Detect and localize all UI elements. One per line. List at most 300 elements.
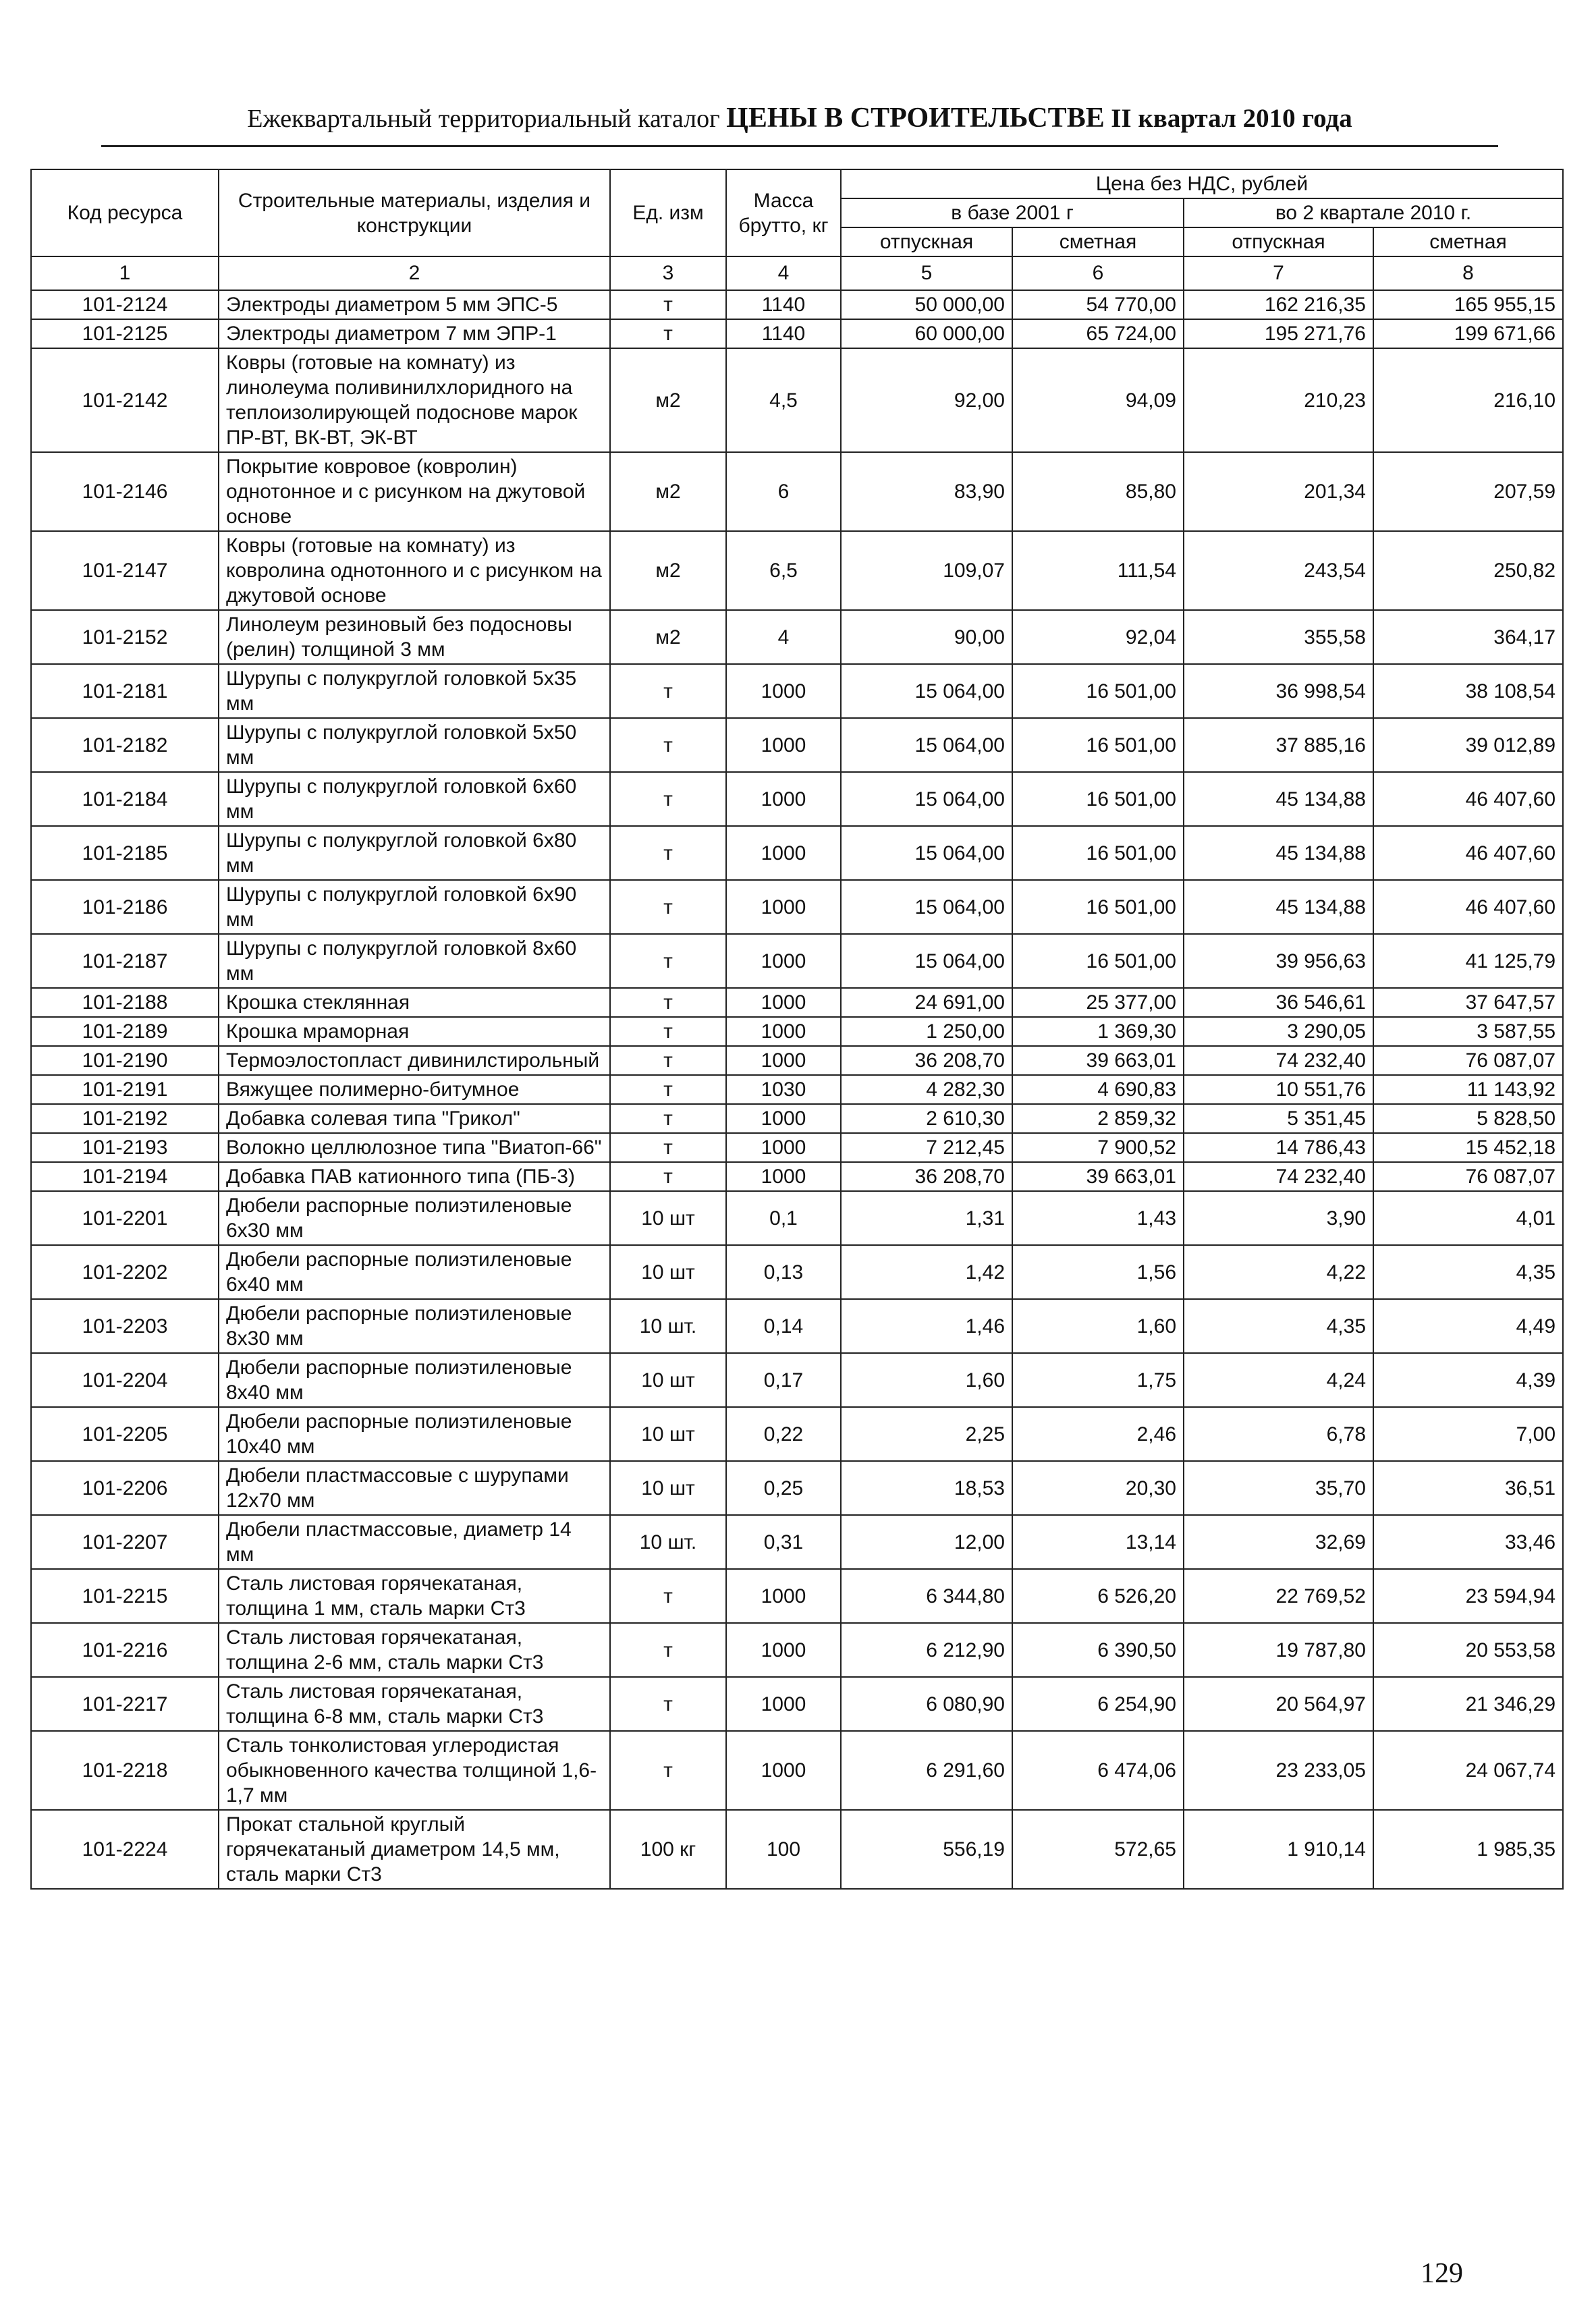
resource-code: 101-2125 [31, 319, 219, 348]
resource-code: 101-2207 [31, 1515, 219, 1569]
material-name: Добавка ПАВ катионного типа (ПБ-3) [219, 1162, 610, 1191]
catalog-quarter: II квартал 2010 года [1111, 104, 1352, 133]
table-row [31, 290, 1563, 319]
price-est-base: 1,60 [1012, 1299, 1184, 1353]
unit-cell: т [610, 1104, 726, 1133]
price-sale-base: 4 282,30 [841, 1075, 1012, 1104]
resource-code: 101-2152 [31, 610, 219, 664]
mass-cell: 1000 [726, 772, 841, 826]
price-sale-base: 6 291,60 [841, 1731, 1012, 1810]
price-est-current: 39 012,89 [1373, 718, 1563, 772]
resource-code: 101-2146 [31, 452, 219, 531]
price-est-base: 92,04 [1012, 610, 1184, 664]
table-row [31, 1245, 1563, 1299]
table-row [31, 772, 1563, 826]
table-row [31, 826, 1563, 880]
price-est-current: 38 108,54 [1373, 664, 1563, 718]
price-sale-current: 20 564,97 [1184, 1677, 1373, 1731]
unit-cell: 10 шт [610, 1461, 726, 1515]
price-est-current: 76 087,07 [1373, 1162, 1563, 1191]
price-sale-base: 1,31 [841, 1191, 1012, 1245]
unit-cell: т [610, 1017, 726, 1046]
price-sale-base: 2 610,30 [841, 1104, 1012, 1133]
price-est-base: 572,65 [1012, 1810, 1184, 1889]
price-est-current: 216,10 [1373, 348, 1563, 452]
mass-cell: 1140 [726, 319, 841, 348]
table-row [31, 988, 1563, 1017]
price-sale-current: 35,70 [1184, 1461, 1373, 1515]
price-est-base: 16 501,00 [1012, 664, 1184, 718]
material-name: Сталь листовая горячекатаная, толщина 6-8 мм, сталь марки Ст3 [219, 1677, 610, 1731]
mass-cell: 0,1 [726, 1191, 841, 1245]
unit-cell: т [610, 718, 726, 772]
table-row [31, 1104, 1563, 1133]
mass-cell: 1000 [726, 1046, 841, 1075]
table-row [31, 1677, 1563, 1731]
price-sale-current: 74 232,40 [1184, 1162, 1373, 1191]
resource-code: 101-2205 [31, 1407, 219, 1461]
unit-cell: т [610, 1731, 726, 1810]
price-sale-current: 162 216,35 [1184, 290, 1373, 319]
price-sale-base: 6 344,80 [841, 1569, 1012, 1623]
price-est-base: 13,14 [1012, 1515, 1184, 1569]
price-est-base: 1,75 [1012, 1353, 1184, 1407]
price-sale-base: 6 080,90 [841, 1677, 1012, 1731]
table-row [31, 664, 1563, 718]
price-table [30, 169, 1564, 1890]
mass-cell: 1000 [726, 826, 841, 880]
price-sale-base: 15 064,00 [841, 934, 1012, 988]
price-est-base: 94,09 [1012, 348, 1184, 452]
price-est-current: 36,51 [1373, 1461, 1563, 1515]
mass-cell: 1000 [726, 880, 841, 934]
material-name: Шурупы с полукруглой головкой 6х60 мм [219, 772, 610, 826]
col-header-est-base: сметная [1012, 227, 1184, 256]
price-sale-base: 1,42 [841, 1245, 1012, 1299]
material-name: Дюбели пластмассовые, диаметр 14 мм [219, 1515, 610, 1569]
price-est-current: 4,01 [1373, 1191, 1563, 1245]
unit-cell: т [610, 290, 726, 319]
price-sale-current: 45 134,88 [1184, 772, 1373, 826]
unit-cell: т [610, 319, 726, 348]
col-header-name: Строительные материалы, изделия и конструкции [219, 169, 610, 256]
unit-cell: т [610, 1162, 726, 1191]
price-est-current: 4,35 [1373, 1245, 1563, 1299]
material-name: Вяжущее полимерно-битумное [219, 1075, 610, 1104]
price-est-base: 2 859,32 [1012, 1104, 1184, 1133]
mass-cell: 1000 [726, 1133, 841, 1162]
unit-cell: т [610, 1623, 726, 1677]
resource-code: 101-2202 [31, 1245, 219, 1299]
material-name: Шурупы с полукруглой головкой 6х90 мм [219, 880, 610, 934]
unit-cell: т [610, 772, 726, 826]
table-row [31, 1623, 1563, 1677]
price-sale-current: 195 271,76 [1184, 319, 1373, 348]
price-est-base: 20,30 [1012, 1461, 1184, 1515]
price-sale-current: 37 885,16 [1184, 718, 1373, 772]
price-est-current: 11 143,92 [1373, 1075, 1563, 1104]
price-est-current: 24 067,74 [1373, 1731, 1563, 1810]
price-est-base: 6 526,20 [1012, 1569, 1184, 1623]
mass-cell: 6,5 [726, 531, 841, 610]
resource-code: 101-2215 [31, 1569, 219, 1623]
mass-cell: 6 [726, 452, 841, 531]
resource-code: 101-2187 [31, 934, 219, 988]
mass-cell: 1000 [726, 1017, 841, 1046]
table-row [31, 1162, 1563, 1191]
table-row [31, 1407, 1563, 1461]
price-sale-base: 92,00 [841, 348, 1012, 452]
price-sale-current: 5 351,45 [1184, 1104, 1373, 1133]
price-sale-current: 45 134,88 [1184, 880, 1373, 934]
unit-cell: т [610, 1677, 726, 1731]
price-est-base: 111,54 [1012, 531, 1184, 610]
resource-code: 101-2186 [31, 880, 219, 934]
material-name: Шурупы с полукруглой головкой 6х80 мм [219, 826, 610, 880]
price-est-base: 16 501,00 [1012, 934, 1184, 988]
unit-cell: т [610, 826, 726, 880]
resource-code: 101-2185 [31, 826, 219, 880]
col-header-code: Код ресурса [31, 169, 219, 256]
price-est-current: 165 955,15 [1373, 290, 1563, 319]
material-name: Дюбели распорные полиэтиленовые 6х30 мм [219, 1191, 610, 1245]
price-est-current: 207,59 [1373, 452, 1563, 531]
resource-code: 101-2206 [31, 1461, 219, 1515]
mass-cell: 1000 [726, 1731, 841, 1810]
price-sale-base: 36 208,70 [841, 1162, 1012, 1191]
table-row [31, 1299, 1563, 1353]
table-row [31, 1191, 1563, 1245]
unit-cell: м2 [610, 610, 726, 664]
resource-code: 101-2142 [31, 348, 219, 452]
price-sale-current: 243,54 [1184, 531, 1373, 610]
material-name: Электроды диаметром 7 мм ЭПР-1 [219, 319, 610, 348]
material-name: Сталь тонколистовая углеродистая обыкновенного качества толщиной 1,6-1,7 мм [219, 1731, 610, 1810]
price-est-current: 23 594,94 [1373, 1569, 1563, 1623]
price-est-current: 3 587,55 [1373, 1017, 1563, 1046]
table-row [31, 1810, 1563, 1889]
material-name: Ковры (готовые на комнату) из ковролина однотонного и с рисунком на джутовой основе [219, 531, 610, 610]
price-est-current: 41 125,79 [1373, 934, 1563, 988]
price-est-current: 364,17 [1373, 610, 1563, 664]
price-est-current: 33,46 [1373, 1515, 1563, 1569]
price-sale-current: 36 998,54 [1184, 664, 1373, 718]
unit-cell: т [610, 934, 726, 988]
price-est-base: 39 663,01 [1012, 1162, 1184, 1191]
column-number: 1 [31, 256, 219, 290]
price-est-base: 1 369,30 [1012, 1017, 1184, 1046]
mass-cell: 1000 [726, 1677, 841, 1731]
price-sale-base: 15 064,00 [841, 826, 1012, 880]
price-est-current: 7,00 [1373, 1407, 1563, 1461]
material-name: Ковры (готовые на комнату) из линолеума поливинилхлоридного на теплоизолирующей подоснове марок ПР-ВТ, ВК-ВТ, ЭК-ВТ [219, 348, 610, 452]
price-sale-current: 355,58 [1184, 610, 1373, 664]
price-sale-current: 4,24 [1184, 1353, 1373, 1407]
price-sale-base: 18,53 [841, 1461, 1012, 1515]
price-est-base: 65 724,00 [1012, 319, 1184, 348]
price-est-base: 4 690,83 [1012, 1075, 1184, 1104]
price-est-current: 37 647,57 [1373, 988, 1563, 1017]
price-est-current: 21 346,29 [1373, 1677, 1563, 1731]
price-sale-base: 60 000,00 [841, 319, 1012, 348]
unit-cell: т [610, 1133, 726, 1162]
price-sale-base: 12,00 [841, 1515, 1012, 1569]
price-est-current: 199 671,66 [1373, 319, 1563, 348]
unit-cell: т [610, 988, 726, 1017]
price-sale-base: 1 250,00 [841, 1017, 1012, 1046]
price-sale-base: 109,07 [841, 531, 1012, 610]
table-row [31, 319, 1563, 348]
material-name: Дюбели распорные полиэтиленовые 6х40 мм [219, 1245, 610, 1299]
col-header-base: в базе 2001 г [841, 198, 1184, 227]
mass-cell: 0,31 [726, 1515, 841, 1569]
mass-cell: 1000 [726, 1104, 841, 1133]
unit-cell: м2 [610, 348, 726, 452]
material-name: Сталь листовая горячекатаная, толщина 1 мм, сталь марки Ст3 [219, 1569, 610, 1623]
mass-cell: 1030 [726, 1075, 841, 1104]
price-sale-current: 22 769,52 [1184, 1569, 1373, 1623]
col-header-sale-current: отпускная [1184, 227, 1373, 256]
table-row [31, 1046, 1563, 1075]
table-row [31, 880, 1563, 934]
unit-cell: 10 шт [610, 1245, 726, 1299]
resource-code: 101-2224 [31, 1810, 219, 1889]
price-sale-base: 15 064,00 [841, 880, 1012, 934]
price-sale-current: 6,78 [1184, 1407, 1373, 1461]
column-number: 2 [219, 256, 610, 290]
resource-code: 101-2203 [31, 1299, 219, 1353]
price-est-base: 16 501,00 [1012, 718, 1184, 772]
mass-cell: 1000 [726, 988, 841, 1017]
price-sale-base: 15 064,00 [841, 718, 1012, 772]
column-number-row [31, 256, 1563, 290]
price-est-current: 46 407,60 [1373, 826, 1563, 880]
price-sale-base: 7 212,45 [841, 1133, 1012, 1162]
mass-cell: 1000 [726, 664, 841, 718]
material-name: Крошка мраморная [219, 1017, 610, 1046]
material-name: Шурупы с полукруглой головкой 5х50 мм [219, 718, 610, 772]
price-sale-current: 3 290,05 [1184, 1017, 1373, 1046]
table-row [31, 718, 1563, 772]
material-name: Термоэлостопласт дивинилстирольный [219, 1046, 610, 1075]
column-number: 4 [726, 256, 841, 290]
resource-code: 101-2194 [31, 1162, 219, 1191]
price-est-current: 15 452,18 [1373, 1133, 1563, 1162]
catalog-name: ЦЕНЫ В СТРОИТЕЛЬСТВЕ [726, 103, 1105, 134]
price-est-base: 6 474,06 [1012, 1731, 1184, 1810]
material-name: Крошка стеклянная [219, 988, 610, 1017]
mass-cell: 1000 [726, 718, 841, 772]
table-row [31, 610, 1563, 664]
table-row [31, 1569, 1563, 1623]
material-name: Сталь листовая горячекатаная, толщина 2-6 мм, сталь марки Ст3 [219, 1623, 610, 1677]
resource-code: 101-2193 [31, 1133, 219, 1162]
price-sale-base: 15 064,00 [841, 664, 1012, 718]
material-name: Добавка солевая типа "Грикол" [219, 1104, 610, 1133]
price-est-base: 85,80 [1012, 452, 1184, 531]
price-sale-base: 83,90 [841, 452, 1012, 531]
price-sale-current: 39 956,63 [1184, 934, 1373, 988]
price-sale-base: 15 064,00 [841, 772, 1012, 826]
price-sale-current: 14 786,43 [1184, 1133, 1373, 1162]
table-row [31, 1133, 1563, 1162]
price-est-base: 25 377,00 [1012, 988, 1184, 1017]
price-est-base: 7 900,52 [1012, 1133, 1184, 1162]
price-sale-current: 32,69 [1184, 1515, 1373, 1569]
price-est-current: 5 828,50 [1373, 1104, 1563, 1133]
price-sale-base: 50 000,00 [841, 290, 1012, 319]
table-row [31, 1017, 1563, 1046]
price-est-current: 1 985,35 [1373, 1810, 1563, 1889]
material-name: Линолеум резиновый без подосновы (релин) толщиной 3 мм [219, 610, 610, 664]
material-name: Дюбели распорные полиэтиленовые 10х40 мм [219, 1407, 610, 1461]
unit-cell: 100 кг [610, 1810, 726, 1889]
table-row [31, 1461, 1563, 1515]
price-sale-base: 1,60 [841, 1353, 1012, 1407]
price-sale-base: 556,19 [841, 1810, 1012, 1889]
resource-code: 101-2216 [31, 1623, 219, 1677]
resource-code: 101-2181 [31, 664, 219, 718]
price-sale-current: 74 232,40 [1184, 1046, 1373, 1075]
mass-cell: 0,17 [726, 1353, 841, 1407]
mass-cell: 100 [726, 1810, 841, 1889]
price-est-base: 16 501,00 [1012, 826, 1184, 880]
unit-cell: м2 [610, 531, 726, 610]
price-sale-current: 3,90 [1184, 1191, 1373, 1245]
unit-cell: 10 шт. [610, 1515, 726, 1569]
unit-cell: м2 [610, 452, 726, 531]
mass-cell: 4 [726, 610, 841, 664]
price-est-current: 4,49 [1373, 1299, 1563, 1353]
unit-cell: т [610, 880, 726, 934]
unit-cell: 10 шт [610, 1191, 726, 1245]
col-header-sale-base: отпускная [841, 227, 1012, 256]
resource-code: 101-2218 [31, 1731, 219, 1810]
table-row [31, 452, 1563, 531]
mass-cell: 1000 [726, 1569, 841, 1623]
price-sale-base: 6 212,90 [841, 1623, 1012, 1677]
resource-code: 101-2189 [31, 1017, 219, 1046]
mass-cell: 4,5 [726, 348, 841, 452]
table-body [31, 290, 1563, 1889]
material-name: Покрытие ковровое (ковролин) однотонное и с рисунком на джутовой основе [219, 452, 610, 531]
column-number: 3 [610, 256, 726, 290]
mass-cell: 1000 [726, 1623, 841, 1677]
resource-code: 101-2124 [31, 290, 219, 319]
price-sale-current: 4,22 [1184, 1245, 1373, 1299]
resource-code: 101-2217 [31, 1677, 219, 1731]
resource-code: 101-2147 [31, 531, 219, 610]
unit-cell: т [610, 664, 726, 718]
unit-cell: 10 шт. [610, 1299, 726, 1353]
mass-cell: 1000 [726, 934, 841, 988]
page-header [101, 98, 1498, 147]
page-number: 129 [1421, 2258, 1463, 2289]
mass-cell: 1140 [726, 290, 841, 319]
table-row [31, 1731, 1563, 1810]
col-header-unit: Ед. изм [610, 169, 726, 256]
price-sale-current: 201,34 [1184, 452, 1373, 531]
mass-cell: 0,13 [726, 1245, 841, 1299]
price-est-current: 20 553,58 [1373, 1623, 1563, 1677]
resource-code: 101-2188 [31, 988, 219, 1017]
column-number: 6 [1012, 256, 1184, 290]
unit-cell: т [610, 1569, 726, 1623]
price-sale-base: 1,46 [841, 1299, 1012, 1353]
material-name: Дюбели распорные полиэтиленовые 8х30 мм [219, 1299, 610, 1353]
price-sale-base: 2,25 [841, 1407, 1012, 1461]
mass-cell: 0,25 [726, 1461, 841, 1515]
table-row [31, 1075, 1563, 1104]
price-est-base: 16 501,00 [1012, 772, 1184, 826]
price-sale-current: 36 546,61 [1184, 988, 1373, 1017]
resource-code: 101-2184 [31, 772, 219, 826]
table-row [31, 1353, 1563, 1407]
table-row [31, 934, 1563, 988]
price-est-base: 1,43 [1012, 1191, 1184, 1245]
price-est-base: 1,56 [1012, 1245, 1184, 1299]
unit-cell: 10 шт [610, 1353, 726, 1407]
price-est-base: 6 390,50 [1012, 1623, 1184, 1677]
price-sale-current: 10 551,76 [1184, 1075, 1373, 1104]
table-row [31, 531, 1563, 610]
column-number: 7 [1184, 256, 1373, 290]
price-est-current: 76 087,07 [1373, 1046, 1563, 1075]
resource-code: 101-2201 [31, 1191, 219, 1245]
unit-cell: 10 шт [610, 1407, 726, 1461]
price-est-current: 46 407,60 [1373, 880, 1563, 934]
unit-cell: т [610, 1075, 726, 1104]
price-est-current: 46 407,60 [1373, 772, 1563, 826]
col-header-current: во 2 квартале 2010 г. [1184, 198, 1563, 227]
material-name: Дюбели распорные полиэтиленовые 8х40 мм [219, 1353, 610, 1407]
mass-cell: 1000 [726, 1162, 841, 1191]
price-sale-current: 210,23 [1184, 348, 1373, 452]
price-sale-current: 19 787,80 [1184, 1623, 1373, 1677]
table-row [31, 1515, 1563, 1569]
price-sale-current: 45 134,88 [1184, 826, 1373, 880]
resource-code: 101-2192 [31, 1104, 219, 1133]
resource-code: 101-2204 [31, 1353, 219, 1407]
price-sale-current: 4,35 [1184, 1299, 1373, 1353]
mass-cell: 0,22 [726, 1407, 841, 1461]
column-number: 5 [841, 256, 1012, 290]
table-row [31, 348, 1563, 452]
col-header-price: Цена без НДС, рублей [841, 169, 1563, 198]
price-est-base: 39 663,01 [1012, 1046, 1184, 1075]
col-header-mass: Масса брутто, кг [726, 169, 841, 256]
material-name: Шурупы с полукруглой головкой 5х35 мм [219, 664, 610, 718]
unit-cell: т [610, 1046, 726, 1075]
price-sale-base: 90,00 [841, 610, 1012, 664]
price-est-base: 2,46 [1012, 1407, 1184, 1461]
mass-cell: 0,14 [726, 1299, 841, 1353]
resource-code: 101-2191 [31, 1075, 219, 1104]
price-sale-base: 36 208,70 [841, 1046, 1012, 1075]
price-est-current: 250,82 [1373, 531, 1563, 610]
resource-code: 101-2190 [31, 1046, 219, 1075]
price-sale-base: 24 691,00 [841, 988, 1012, 1017]
price-est-base: 6 254,90 [1012, 1677, 1184, 1731]
catalog-title: Ежеквартальный территориальный каталог [247, 105, 720, 133]
material-name: Электроды диаметром 5 мм ЭПС-5 [219, 290, 610, 319]
price-est-base: 54 770,00 [1012, 290, 1184, 319]
price-est-base: 16 501,00 [1012, 880, 1184, 934]
resource-code: 101-2182 [31, 718, 219, 772]
material-name: Прокат стальной круглый горячекатаный диаметром 14,5 мм, сталь марки Ст3 [219, 1810, 610, 1889]
price-est-current: 4,39 [1373, 1353, 1563, 1407]
column-number: 8 [1373, 256, 1563, 290]
